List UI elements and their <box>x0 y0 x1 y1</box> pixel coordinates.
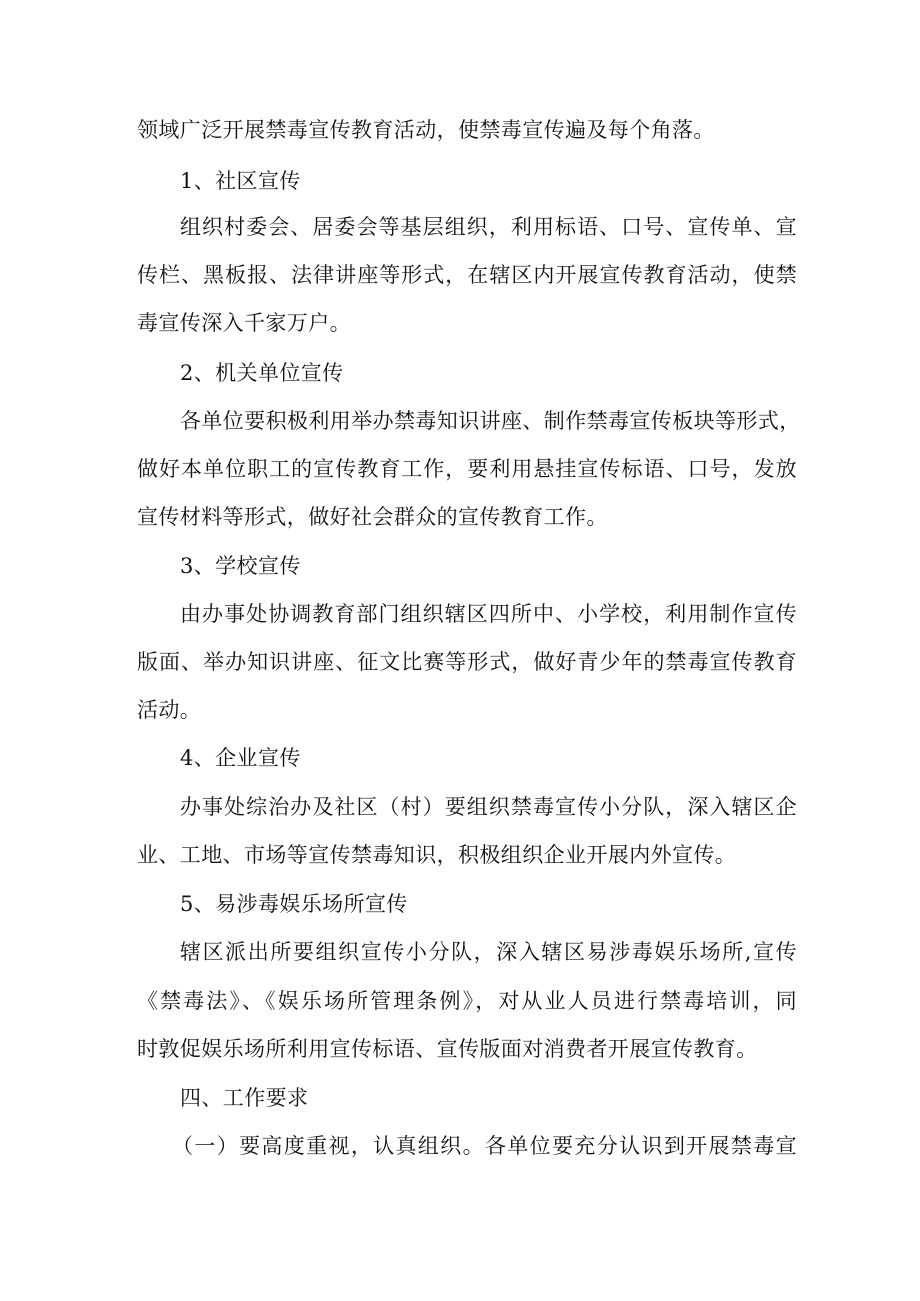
paragraph-line: 办事处综治办及社区（村）要组织禁毒宣传小分队，深入辖区企 <box>180 795 797 819</box>
paragraph-continuation-line: 领域广泛开展禁毒宣传教育活动，使禁毒宣传遍及每个角落。 <box>137 118 715 142</box>
paragraph-line: 组织村委会、居委会等基层组织，利用标语、口号、宣传单、宣 <box>180 215 797 239</box>
paragraph-line: 版面、举办知识讲座、征文比赛等形式，做好青少年的禁毒宣传教育 <box>137 650 797 674</box>
section-heading-entertainment-venues: 5、易涉毒娱乐场所宣传 <box>180 892 408 916</box>
paragraph-line: 做好本单位职工的宣传教育工作，要利用悬挂宣传标语、口号，发放 <box>137 457 797 481</box>
section-heading-work-requirements: 四、工作要求 <box>180 1086 309 1110</box>
paragraph-line: 活动。 <box>137 698 202 722</box>
paragraph-line: 各单位要积极利用举办禁毒知识讲座、制作禁毒宣传板块等形式， <box>180 409 801 433</box>
section-heading-agencies: 2、机关单位宣传 <box>180 361 344 385</box>
paragraph-line: 时敦促娱乐场所利用宣传标语、宣传版面对消费者开展宣传教育。 <box>137 1037 758 1061</box>
paragraph-line: 毒宣传深入千家万户。 <box>137 311 351 335</box>
section-heading-enterprises: 4、企业宣传 <box>180 746 301 770</box>
paragraph-line: 《禁毒法》、《娱乐场所管理条例》，对从业人员进行禁毒培训，同 <box>137 989 797 1013</box>
paragraph-line: 辖区派出所要组织宣传小分队，深入辖区易涉毒娱乐场所,宣传 <box>180 940 797 964</box>
paragraph-line: 宣传材料等形式，做好社会群众的宣传教育工作。 <box>137 505 608 529</box>
section-heading-schools: 3、学校宣传 <box>180 554 301 578</box>
paragraph-line: 传栏、黑板报、法律讲座等形式，在辖区内开展宣传教育活动，使禁 <box>137 263 797 287</box>
section-heading-community: 1、社区宣传 <box>180 169 301 193</box>
paragraph-line: （一）要高度重视，认真组织。各单位要充分认识到开展禁毒宣 <box>172 1134 797 1158</box>
paragraph-line: 业、工地、市场等宣传禁毒知识，积极组织企业开展内外宣传。 <box>137 843 737 867</box>
paragraph-line: 由办事处协调教育部门组织辖区四所中、小学校，利用制作宣传 <box>180 602 797 626</box>
